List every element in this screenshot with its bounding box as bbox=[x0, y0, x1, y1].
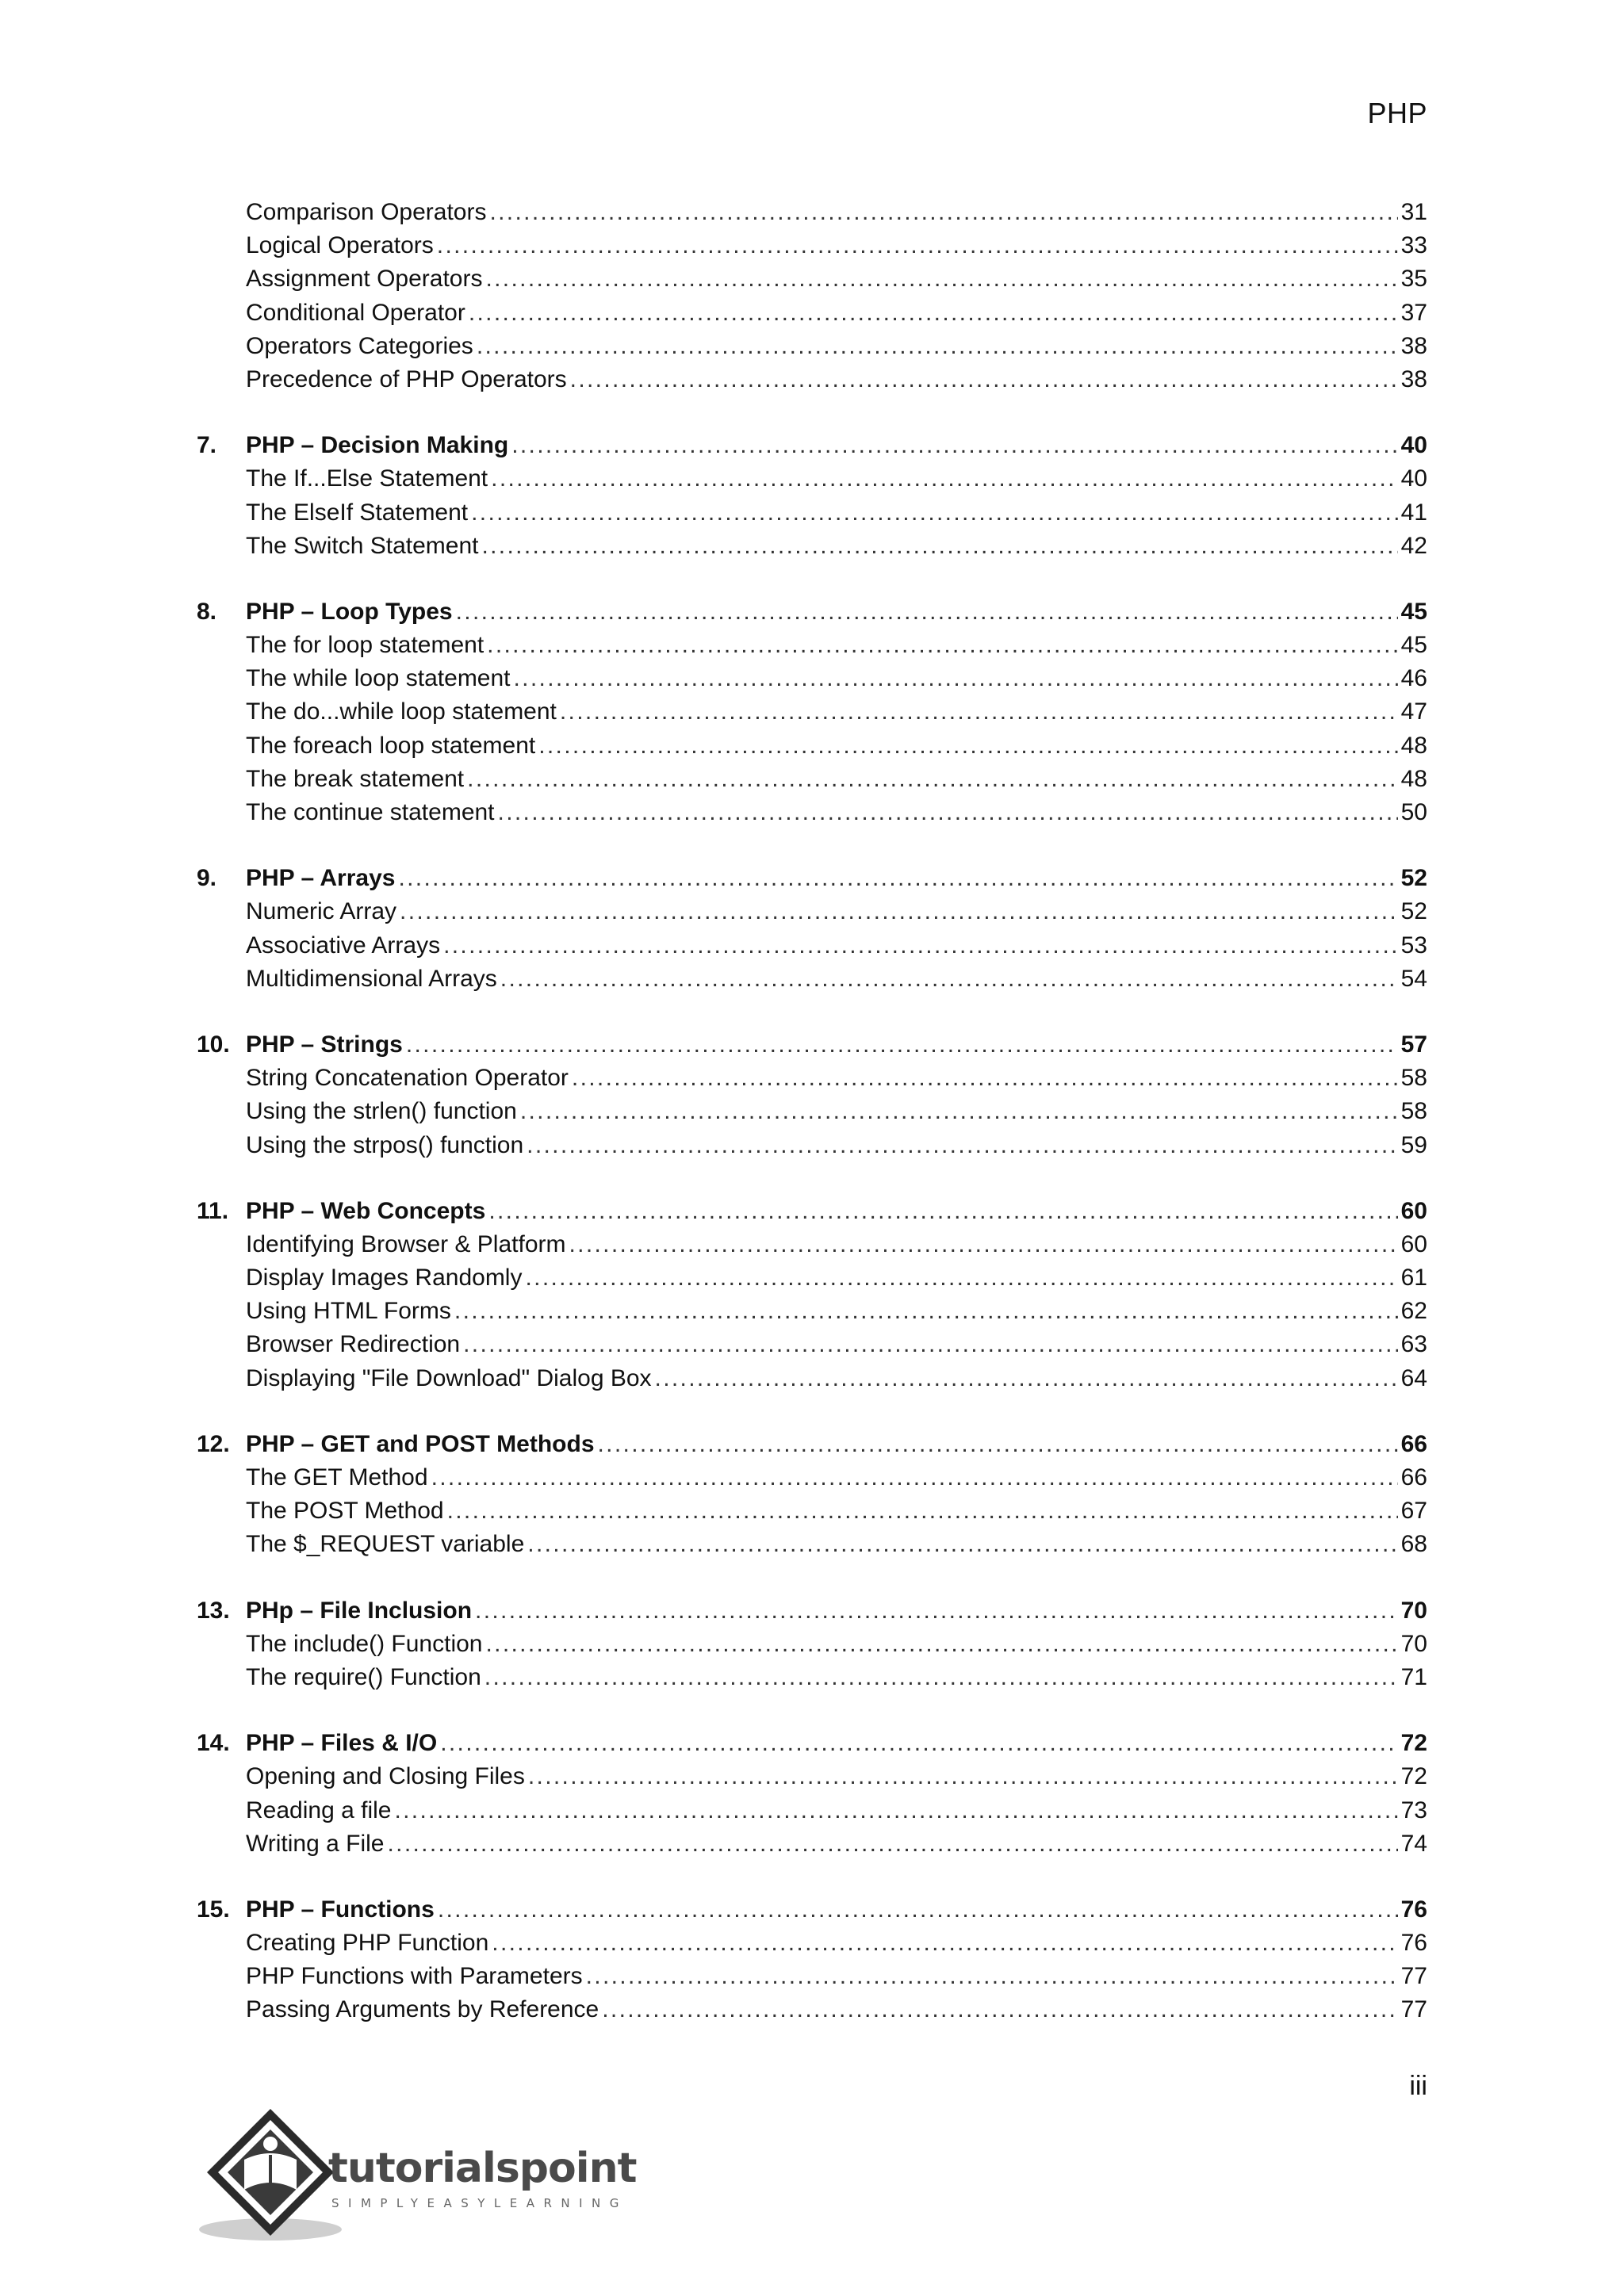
page-ref: 72 bbox=[1400, 1763, 1427, 1790]
entry-title: Logical Operators bbox=[246, 232, 434, 259]
toc-entry-row[interactable] bbox=[197, 1927, 1427, 1960]
tutorialspoint-logo bbox=[195, 2103, 671, 2245]
entry-title: The foreach loop statement bbox=[246, 732, 536, 759]
toc-chapter-section bbox=[197, 1727, 1427, 1861]
chapter-title: PHP – Loop Types bbox=[246, 598, 453, 625]
toc-entry-row[interactable] bbox=[197, 1794, 1427, 1827]
toc-chapter-row[interactable] bbox=[197, 1594, 1427, 1628]
toc-entry-row[interactable] bbox=[197, 695, 1427, 729]
entry-title: The continue statement bbox=[246, 799, 495, 825]
toc-entry-row[interactable] bbox=[197, 1362, 1427, 1395]
chapter-number: 15. bbox=[197, 1896, 230, 1923]
dot-leader bbox=[586, 1960, 1398, 1993]
entry-title: The $_REQUEST variable bbox=[246, 1531, 525, 1558]
chapter-number: 9. bbox=[197, 865, 217, 892]
chapter-title: PHP – Decision Making bbox=[246, 432, 509, 459]
page-ref: 53 bbox=[1400, 932, 1427, 959]
chapter-number: 14. bbox=[197, 1730, 230, 1757]
toc-entry-row[interactable] bbox=[197, 1129, 1427, 1162]
toc-entry-row[interactable] bbox=[197, 297, 1427, 330]
toc-entry-row[interactable] bbox=[197, 1228, 1427, 1261]
page-ref: 60 bbox=[1400, 1230, 1427, 1257]
dot-leader bbox=[481, 530, 1397, 563]
page-ref: 76 bbox=[1400, 1896, 1427, 1923]
dot-leader bbox=[500, 962, 1398, 996]
chapter-number: 10. bbox=[197, 1031, 230, 1058]
toc-entry-row[interactable] bbox=[197, 1095, 1427, 1128]
page-ref: 70 bbox=[1400, 1630, 1427, 1657]
dot-leader bbox=[538, 729, 1397, 763]
toc-leading-section bbox=[197, 196, 1427, 396]
entry-title: Assignment Operators bbox=[246, 266, 483, 293]
logo-tagline: SIMPLYEASYLEARNING bbox=[331, 2196, 628, 2210]
toc-chapter-row[interactable] bbox=[197, 1028, 1427, 1062]
dot-leader bbox=[489, 196, 1397, 229]
dot-leader bbox=[560, 695, 1398, 729]
page-ref: 41 bbox=[1400, 499, 1427, 526]
toc-entry-row[interactable] bbox=[197, 629, 1427, 662]
dot-leader bbox=[527, 1129, 1397, 1162]
entry-title: The GET Method bbox=[246, 1464, 428, 1490]
dot-leader bbox=[447, 1494, 1398, 1528]
page-ref: 40 bbox=[1400, 465, 1427, 492]
entry-title: Browser Redirection bbox=[246, 1331, 461, 1358]
entry-title: Operators Categories bbox=[246, 332, 473, 359]
page-ref: 77 bbox=[1400, 1963, 1427, 1990]
page-ref: 45 bbox=[1400, 598, 1427, 625]
dot-leader bbox=[572, 1062, 1398, 1095]
chapter-number: 8. bbox=[197, 598, 217, 625]
page-ref: 74 bbox=[1400, 1830, 1427, 1857]
chapter-number: 7. bbox=[197, 432, 217, 459]
dot-leader bbox=[655, 1362, 1398, 1395]
toc-chapter-section bbox=[197, 1594, 1427, 1695]
toc-entry-row[interactable] bbox=[197, 229, 1427, 262]
page-ref: 40 bbox=[1400, 432, 1427, 459]
logo-wordmark: tutorialspoint bbox=[328, 2145, 637, 2192]
toc-chapter-section bbox=[197, 1195, 1427, 1395]
page-header-title: PHP bbox=[1367, 97, 1427, 129]
dot-leader bbox=[527, 1528, 1397, 1561]
page-ref: 50 bbox=[1400, 799, 1427, 825]
dot-leader bbox=[463, 1328, 1398, 1361]
toc-entry-row[interactable] bbox=[197, 895, 1427, 928]
toc-entry-row[interactable] bbox=[197, 1461, 1427, 1494]
entry-title: Multidimensional Arrays bbox=[246, 965, 497, 992]
page-ref: 35 bbox=[1400, 266, 1427, 293]
chapter-title: PHP – Strings bbox=[246, 1031, 403, 1058]
entry-title: The Switch Statement bbox=[246, 532, 479, 559]
page-ref: 46 bbox=[1400, 665, 1427, 692]
dot-leader bbox=[514, 662, 1398, 695]
page-ref: 68 bbox=[1400, 1531, 1427, 1558]
page-ref: 58 bbox=[1400, 1098, 1427, 1125]
dot-leader bbox=[570, 363, 1398, 396]
entry-title: The include() Function bbox=[246, 1630, 483, 1657]
page-ref: 60 bbox=[1400, 1197, 1427, 1224]
toc-chapter-section bbox=[197, 1893, 1427, 2027]
page-ref: 38 bbox=[1400, 332, 1427, 359]
table-of-contents bbox=[197, 196, 1427, 2060]
entry-title: Reading a file bbox=[246, 1797, 392, 1823]
dot-leader bbox=[456, 595, 1398, 629]
entry-title: The while loop statement bbox=[246, 665, 511, 692]
chapter-title: PHP – Files & I/O bbox=[246, 1730, 438, 1757]
page-ref: 52 bbox=[1400, 898, 1427, 925]
dot-leader bbox=[491, 462, 1397, 496]
dot-leader bbox=[492, 1927, 1397, 1960]
toc-chapter-section bbox=[197, 1428, 1427, 1562]
toc-entry-row[interactable] bbox=[197, 1760, 1427, 1793]
entry-title: Associative Arrays bbox=[246, 932, 441, 959]
toc-entry-row[interactable] bbox=[197, 1494, 1427, 1528]
dot-leader bbox=[388, 1827, 1398, 1861]
page-ref: 58 bbox=[1400, 1065, 1427, 1092]
toc-chapter-section bbox=[197, 429, 1427, 563]
entry-title: PHP Functions with Parameters bbox=[246, 1963, 583, 1990]
entry-title: Using the strpos() function bbox=[246, 1131, 524, 1158]
dot-leader bbox=[485, 262, 1397, 296]
dot-leader bbox=[569, 1228, 1398, 1261]
entry-title: Precedence of PHP Operators bbox=[246, 365, 567, 392]
toc-entry-row[interactable] bbox=[197, 1661, 1427, 1694]
toc-chapter-row[interactable] bbox=[197, 595, 1427, 629]
page-ref: 45 bbox=[1400, 632, 1427, 659]
toc-entry-row[interactable] bbox=[197, 1261, 1427, 1295]
page-ref: 73 bbox=[1400, 1797, 1427, 1823]
toc-chapters bbox=[197, 429, 1427, 2027]
dot-leader bbox=[511, 429, 1397, 462]
dot-leader bbox=[477, 330, 1398, 363]
page-ref: 70 bbox=[1400, 1597, 1427, 1624]
chapter-title: PHp – File Inclusion bbox=[246, 1597, 473, 1624]
page-ref: 66 bbox=[1400, 1430, 1427, 1457]
chapter-number: 12. bbox=[197, 1430, 230, 1457]
toc-entry-row[interactable] bbox=[197, 330, 1427, 363]
entry-title: The for loop statement bbox=[246, 632, 485, 659]
dot-leader bbox=[528, 1760, 1398, 1793]
toc-entry-row[interactable] bbox=[197, 363, 1427, 396]
page-ref: 59 bbox=[1400, 1131, 1427, 1158]
entry-title: Comparison Operators bbox=[246, 199, 487, 225]
entry-title: Writing a File bbox=[246, 1830, 385, 1857]
page-ref: 63 bbox=[1400, 1331, 1427, 1358]
toc-entry-row[interactable] bbox=[197, 662, 1427, 695]
page-ref: 33 bbox=[1400, 232, 1427, 259]
dot-leader bbox=[469, 297, 1398, 330]
chapter-title: PHP – Arrays bbox=[246, 865, 396, 892]
toc-entry-row[interactable] bbox=[197, 496, 1427, 530]
page-ref: 47 bbox=[1400, 698, 1427, 725]
entry-title: The ElseIf Statement bbox=[246, 499, 469, 526]
toc-entry-row[interactable] bbox=[197, 962, 1427, 996]
toc-entry-row[interactable] bbox=[197, 796, 1427, 829]
toc-chapter-row[interactable] bbox=[197, 1727, 1427, 1760]
page-ref: 52 bbox=[1400, 865, 1427, 892]
entry-title: String Concatenation Operator bbox=[246, 1065, 569, 1092]
entry-title: Creating PHP Function bbox=[246, 1930, 489, 1957]
toc-entry-row[interactable] bbox=[197, 929, 1427, 962]
page-ref: 64 bbox=[1400, 1364, 1427, 1391]
toc-chapter-section bbox=[197, 1028, 1427, 1162]
chapter-number: 11. bbox=[197, 1197, 229, 1224]
chapter-title: PHP – Web Concepts bbox=[246, 1197, 486, 1224]
toc-entry-row[interactable] bbox=[197, 729, 1427, 763]
dot-leader bbox=[498, 796, 1398, 829]
toc-entry-row[interactable] bbox=[197, 1062, 1427, 1095]
entry-title: The POST Method bbox=[246, 1498, 444, 1525]
page-ref: 57 bbox=[1400, 1031, 1427, 1058]
toc-chapter-row[interactable] bbox=[197, 862, 1427, 895]
chapter-title: PHP – Functions bbox=[246, 1896, 435, 1923]
page-ref: 71 bbox=[1400, 1663, 1427, 1690]
dot-leader bbox=[443, 929, 1398, 962]
toc-chapter-row[interactable] bbox=[197, 1428, 1427, 1461]
page-ref: 31 bbox=[1400, 199, 1427, 225]
toc-entry-row[interactable] bbox=[197, 763, 1427, 796]
dot-leader bbox=[488, 1195, 1397, 1228]
page-ref: 48 bbox=[1400, 732, 1427, 759]
page-ref: 38 bbox=[1400, 365, 1427, 392]
toc-entry-row[interactable] bbox=[197, 1328, 1427, 1361]
toc-entry-row[interactable] bbox=[197, 196, 1427, 229]
dot-leader bbox=[602, 1993, 1397, 2026]
entry-title: The do...while loop statement bbox=[246, 698, 557, 725]
entry-title: Passing Arguments by Reference bbox=[246, 1996, 599, 2023]
toc-entry-row[interactable] bbox=[197, 1528, 1427, 1561]
dot-leader bbox=[467, 763, 1397, 796]
page-ref: 61 bbox=[1400, 1265, 1427, 1292]
dot-leader bbox=[431, 1461, 1398, 1494]
page-ref: 67 bbox=[1400, 1498, 1427, 1525]
toc-entry-row[interactable] bbox=[197, 1628, 1427, 1661]
toc-chapter-section bbox=[197, 595, 1427, 829]
dot-leader bbox=[454, 1295, 1398, 1328]
entry-title: Opening and Closing Files bbox=[246, 1763, 525, 1790]
toc-chapter-section bbox=[197, 862, 1427, 996]
page-ref: 72 bbox=[1400, 1730, 1427, 1757]
entry-title: Conditional Operator bbox=[246, 299, 465, 326]
toc-chapter-row[interactable] bbox=[197, 1893, 1427, 1927]
entry-title: Display Images Randomly bbox=[246, 1265, 523, 1292]
page-ref: 42 bbox=[1400, 532, 1427, 559]
toc-entry-row[interactable] bbox=[197, 1960, 1427, 1993]
toc-entry-row[interactable] bbox=[197, 1993, 1427, 2026]
dot-leader bbox=[394, 1794, 1397, 1827]
dot-leader bbox=[406, 1028, 1398, 1062]
chapter-title: PHP – GET and POST Methods bbox=[246, 1430, 595, 1457]
page-ref: 37 bbox=[1400, 299, 1427, 326]
toc-entry-row[interactable] bbox=[197, 462, 1427, 496]
chapter-number: 13. bbox=[197, 1597, 230, 1624]
dot-leader bbox=[487, 629, 1397, 662]
dot-leader bbox=[398, 862, 1397, 895]
entry-title: Using HTML Forms bbox=[246, 1298, 451, 1325]
entry-title: Numeric Array bbox=[246, 898, 397, 925]
toc-entry-row[interactable] bbox=[197, 262, 1427, 296]
entry-title: Using the strlen() function bbox=[246, 1098, 517, 1125]
page-ref: 66 bbox=[1400, 1464, 1427, 1490]
toc-chapter-row[interactable] bbox=[197, 429, 1427, 462]
toc-entry-row[interactable] bbox=[197, 530, 1427, 563]
toc-entry-row[interactable] bbox=[197, 1295, 1427, 1328]
dot-leader bbox=[520, 1095, 1398, 1128]
dot-leader bbox=[525, 1261, 1397, 1295]
entry-title: The break statement bbox=[246, 765, 465, 792]
dot-leader bbox=[437, 229, 1398, 262]
page-ref: 48 bbox=[1400, 765, 1427, 792]
entry-title: The require() Function bbox=[246, 1663, 481, 1690]
dot-leader bbox=[475, 1594, 1398, 1628]
dot-leader bbox=[440, 1727, 1397, 1760]
page-ref: 77 bbox=[1400, 1996, 1427, 2023]
dot-leader bbox=[598, 1428, 1398, 1461]
dot-leader bbox=[485, 1628, 1397, 1661]
toc-entry-row[interactable] bbox=[197, 1827, 1427, 1861]
dot-leader bbox=[471, 496, 1397, 530]
page-ref: 62 bbox=[1400, 1298, 1427, 1325]
page-number: iii bbox=[1409, 2071, 1427, 2101]
dot-leader bbox=[400, 895, 1398, 928]
entry-title: Displaying "File Download" Dialog Box bbox=[246, 1364, 652, 1391]
page-ref: 54 bbox=[1400, 965, 1427, 992]
page-ref: 76 bbox=[1400, 1930, 1427, 1957]
toc-chapter-row[interactable] bbox=[197, 1195, 1427, 1228]
dot-leader bbox=[438, 1893, 1398, 1927]
entry-title: The If...Else Statement bbox=[246, 465, 488, 492]
entry-title: Identifying Browser & Platform bbox=[246, 1230, 566, 1257]
dot-leader bbox=[485, 1661, 1398, 1694]
